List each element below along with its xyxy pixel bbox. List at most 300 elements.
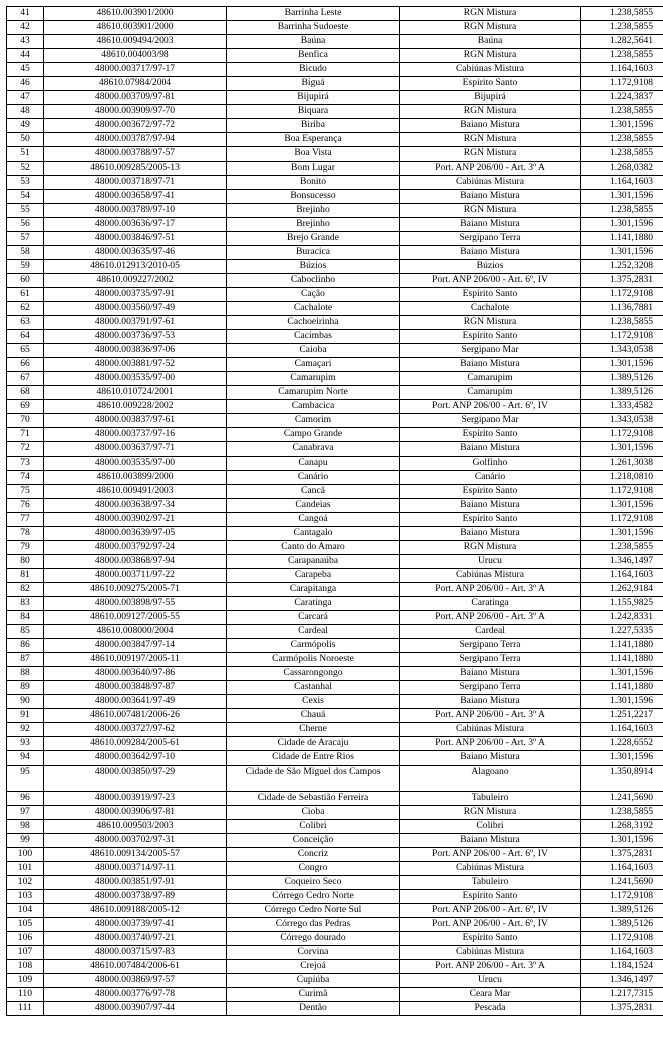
- field-name-cell: Brejo Grande: [227, 231, 400, 245]
- table-row: [7, 946, 663, 960]
- process-number-cell: 48610.007481/2006-26: [44, 709, 227, 723]
- reference-cell: Port. ANP 206/00 - Art. 3º A: [400, 737, 581, 751]
- row-number-cell: 104: [7, 903, 44, 917]
- table-row: [7, 861, 663, 875]
- process-number-cell: 48000.003658/97-41: [44, 189, 227, 203]
- reference-cell: Cabiúnas Mistura: [400, 63, 581, 77]
- table-row: [7, 653, 663, 667]
- row-number-cell: 50: [7, 133, 44, 147]
- process-number-cell: 48000.003836/97-06: [44, 344, 227, 358]
- process-number-cell: 48000.003791/97-61: [44, 316, 227, 330]
- price-cell: 1.301,1596: [581, 667, 663, 681]
- reference-cell: Urucu: [400, 974, 581, 988]
- process-number-cell: 48610.012913/2010-05: [44, 259, 227, 273]
- row-number-cell: 87: [7, 653, 44, 667]
- price-cell: 1.141,1880: [581, 639, 663, 653]
- process-number-cell: 48000.003635/97-46: [44, 245, 227, 259]
- field-name-cell: Castanhal: [227, 681, 400, 695]
- table-row: [7, 203, 663, 217]
- price-cell: 1.268,3192: [581, 819, 663, 833]
- reference-cell: Baiano Mistura: [400, 667, 581, 681]
- table-row: [7, 91, 663, 105]
- process-number-cell: 48610.07984/2004: [44, 77, 227, 91]
- table-row: [7, 498, 663, 512]
- table-row: [7, 596, 663, 610]
- price-cell: 1.164,1603: [581, 63, 663, 77]
- field-name-cell: Córrego das Pedras: [227, 917, 400, 931]
- process-number-cell: 48000.003792/97-24: [44, 540, 227, 554]
- price-cell: 1.172,9108: [581, 330, 663, 344]
- field-name-cell: Canapu: [227, 456, 400, 470]
- reference-cell: Port. ANP 206/00 - Art. 6º, IV: [400, 917, 581, 931]
- row-number-cell: 72: [7, 442, 44, 456]
- row-number-cell: 109: [7, 974, 44, 988]
- reference-cell: Espírito Santo: [400, 287, 581, 301]
- process-number-cell: 48610.007484/2006-61: [44, 960, 227, 974]
- process-number-cell: 48000.003787/97-94: [44, 133, 227, 147]
- process-number-cell: 48000.003847/97-14: [44, 639, 227, 653]
- table-row: [7, 400, 663, 414]
- reference-cell: Port. ANP 206/00 - Art. 6º, IV: [400, 903, 581, 917]
- field-name-cell: Candeias: [227, 498, 400, 512]
- row-number-cell: 89: [7, 681, 44, 695]
- row-number-cell: 60: [7, 273, 44, 287]
- field-name-cell: Congro: [227, 861, 400, 875]
- table-row: [7, 681, 663, 695]
- reference-cell: Cabiúnas Mistura: [400, 175, 581, 189]
- field-name-cell: Barrinha Leste: [227, 7, 400, 21]
- row-number-cell: 108: [7, 960, 44, 974]
- process-number-cell: 48000.003711/97-22: [44, 568, 227, 582]
- price-cell: 1.172,9108: [581, 428, 663, 442]
- price-cell: 1.389,5126: [581, 386, 663, 400]
- price-cell: 1.155,9825: [581, 596, 663, 610]
- process-number-cell: 48000.003788/97-57: [44, 147, 227, 161]
- row-number-cell: 43: [7, 35, 44, 49]
- field-name-cell: Córrego Cedro Norte: [227, 889, 400, 903]
- price-cell: 1.238,5855: [581, 203, 663, 217]
- row-number-cell: 80: [7, 554, 44, 568]
- reference-cell: Tabuleiro: [400, 875, 581, 889]
- field-name-cell: Cherne: [227, 723, 400, 737]
- table-row: [7, 175, 663, 189]
- field-name-cell: Biquara: [227, 105, 400, 119]
- table-row: [7, 77, 663, 91]
- process-number-cell: 48610.009285/2005-13: [44, 161, 227, 175]
- process-number-cell: 48000.003868/97-94: [44, 554, 227, 568]
- table-row: [7, 791, 663, 805]
- row-number-cell: 70: [7, 414, 44, 428]
- table-row: [7, 49, 663, 63]
- row-number-cell: 51: [7, 147, 44, 161]
- process-number-cell: 48610.009188/2005-12: [44, 903, 227, 917]
- process-number-cell: 48000.003638/97-34: [44, 498, 227, 512]
- reference-cell: Pescada: [400, 1002, 581, 1016]
- field-name-cell: Biriba: [227, 119, 400, 133]
- field-name-cell: Cidade de Aracaju: [227, 737, 400, 751]
- price-cell: 1.141,1880: [581, 653, 663, 667]
- reference-cell: Canário: [400, 470, 581, 484]
- row-number-cell: 52: [7, 161, 44, 175]
- price-cell: 1.238,5855: [581, 805, 663, 819]
- row-number-cell: 107: [7, 946, 44, 960]
- reference-cell: Espírito Santo: [400, 889, 581, 903]
- price-cell: 1.301,1596: [581, 119, 663, 133]
- price-cell: 1.389,5126: [581, 917, 663, 931]
- price-cell: 1.164,1603: [581, 861, 663, 875]
- price-cell: 1.172,9108: [581, 77, 663, 91]
- price-cell: 1.301,1596: [581, 245, 663, 259]
- field-name-cell: Canário: [227, 470, 400, 484]
- reference-cell: RGN Mistura: [400, 316, 581, 330]
- process-number-cell: 48610.009275/2005-71: [44, 582, 227, 596]
- price-cell: 1.375,2831: [581, 847, 663, 861]
- field-name-cell: Caratinga: [227, 596, 400, 610]
- row-number-cell: 67: [7, 372, 44, 386]
- reference-cell: Port. ANP 206/00 - Art. 3º A: [400, 611, 581, 625]
- field-name-cell: Cacimbas: [227, 330, 400, 344]
- row-number-cell: 49: [7, 119, 44, 133]
- reference-cell: Cabiúnas Mistura: [400, 568, 581, 582]
- field-name-cell: Boa Vista: [227, 147, 400, 161]
- row-number-cell: 68: [7, 386, 44, 400]
- field-name-cell: Camarupim: [227, 372, 400, 386]
- reference-cell: Baiano Mistura: [400, 695, 581, 709]
- price-cell: 1.238,5855: [581, 147, 663, 161]
- price-cell: 1.238,5855: [581, 21, 663, 35]
- reference-cell: Caratinga: [400, 596, 581, 610]
- row-number-cell: 61: [7, 287, 44, 301]
- row-number-cell: 48: [7, 105, 44, 119]
- process-number-cell: 48000.003837/97-61: [44, 414, 227, 428]
- field-name-cell: Corvina: [227, 946, 400, 960]
- row-number-cell: 79: [7, 540, 44, 554]
- reference-cell: RGN Mistura: [400, 7, 581, 21]
- row-number-cell: 93: [7, 737, 44, 751]
- field-name-cell: Caioba: [227, 344, 400, 358]
- table-row: [7, 988, 663, 1002]
- price-cell: 1.261,3038: [581, 456, 663, 470]
- price-cell: 1.301,1596: [581, 833, 663, 847]
- row-number-cell: 75: [7, 484, 44, 498]
- reference-cell: RGN Mistura: [400, 203, 581, 217]
- reference-cell: Ceara Mar: [400, 988, 581, 1002]
- reference-cell: Cabiúnas Mistura: [400, 946, 581, 960]
- row-number-cell: 54: [7, 189, 44, 203]
- field-name-cell: Córrego Cedro Norte Sul: [227, 903, 400, 917]
- row-number-cell: 88: [7, 667, 44, 681]
- field-name-cell: Camorim: [227, 414, 400, 428]
- process-number-cell: 48000.003919/97-23: [44, 791, 227, 805]
- reference-cell: Baiano Mistura: [400, 217, 581, 231]
- price-cell: 1.375,2831: [581, 273, 663, 287]
- price-cell: 1.164,1603: [581, 175, 663, 189]
- reference-cell: Port. ANP 206/00 - Art. 3º A: [400, 960, 581, 974]
- table-row: [7, 301, 663, 315]
- field-name-cell: Bijupirá: [227, 91, 400, 105]
- field-name-cell: Bonsucesso: [227, 189, 400, 203]
- row-number-cell: 47: [7, 91, 44, 105]
- field-name-cell: Carapeba: [227, 568, 400, 582]
- process-number-cell: 48000.003642/97-10: [44, 751, 227, 765]
- reference-cell: Sergipano Mar: [400, 344, 581, 358]
- price-cell: 1.172,9108: [581, 889, 663, 903]
- process-number-cell: 48000.003672/97-72: [44, 119, 227, 133]
- table-row: [7, 119, 663, 133]
- price-cell: 1.172,9108: [581, 932, 663, 946]
- field-name-cell: Cexis: [227, 695, 400, 709]
- process-number-cell: 48000.003898/97-55: [44, 596, 227, 610]
- field-name-cell: Curimã: [227, 988, 400, 1002]
- process-number-cell: 48000.003727/97-62: [44, 723, 227, 737]
- table-row: [7, 316, 663, 330]
- price-cell: 1.164,1603: [581, 723, 663, 737]
- field-name-cell: Campo Grande: [227, 428, 400, 442]
- table-row: [7, 625, 663, 639]
- price-cell: 1.217,7315: [581, 988, 663, 1002]
- field-name-cell: Crejoá: [227, 960, 400, 974]
- price-cell: 1.262,9184: [581, 582, 663, 596]
- reference-cell: Port. ANP 206/00 - Art. 3º A: [400, 709, 581, 723]
- price-cell: 1.238,5855: [581, 7, 663, 21]
- price-cell: 1.241,5690: [581, 791, 663, 805]
- process-number-cell: 48000.003639/97-05: [44, 526, 227, 540]
- row-number-cell: 45: [7, 63, 44, 77]
- process-number-cell: 48000.003641/97-49: [44, 695, 227, 709]
- table-row: [7, 611, 663, 625]
- field-name-cell: Camaçari: [227, 358, 400, 372]
- field-name-cell: Cação: [227, 287, 400, 301]
- reference-cell: Urucu: [400, 554, 581, 568]
- fields-table: [6, 6, 663, 1016]
- process-number-cell: 48000.003906/97-81: [44, 805, 227, 819]
- table-row: [7, 568, 663, 582]
- price-cell: 1.238,5855: [581, 316, 663, 330]
- row-number-cell: 41: [7, 7, 44, 21]
- process-number-cell: 48610.004003/98: [44, 49, 227, 63]
- table-row: [7, 147, 663, 161]
- process-number-cell: 48610.010724/2001: [44, 386, 227, 400]
- reference-cell: Port. ANP 206/00 - Art. 6º, IV: [400, 400, 581, 414]
- row-number-cell: 96: [7, 791, 44, 805]
- process-number-cell: 48000.003902/97-21: [44, 512, 227, 526]
- field-name-cell: Brejinho: [227, 203, 400, 217]
- field-name-cell: Carapitanga: [227, 582, 400, 596]
- table-row: [7, 63, 663, 77]
- process-number-cell: 48000.003735/97-91: [44, 287, 227, 301]
- table-row: [7, 273, 663, 287]
- table-row: [7, 456, 663, 470]
- price-cell: 1.343,0538: [581, 414, 663, 428]
- process-number-cell: 48610.009127/2005-55: [44, 611, 227, 625]
- field-name-cell: Cambacica: [227, 400, 400, 414]
- process-number-cell: 48000.003702/97-31: [44, 833, 227, 847]
- table-row: [7, 428, 663, 442]
- reference-cell: Espírito Santo: [400, 428, 581, 442]
- process-number-cell: 48000.003909/97-70: [44, 105, 227, 119]
- table-row: [7, 540, 663, 554]
- field-name-cell: Cioba: [227, 805, 400, 819]
- row-number-cell: 97: [7, 805, 44, 819]
- table-row: [7, 695, 663, 709]
- table-row: [7, 133, 663, 147]
- reference-cell: Sergipano Terra: [400, 231, 581, 245]
- process-number-cell: 48000.003718/97-71: [44, 175, 227, 189]
- price-cell: 1.172,9108: [581, 512, 663, 526]
- field-name-cell: Bicudo: [227, 63, 400, 77]
- price-cell: 1.350,8914: [581, 765, 663, 791]
- price-cell: 1.218,0810: [581, 470, 663, 484]
- price-cell: 1.389,5126: [581, 372, 663, 386]
- row-number-cell: 71: [7, 428, 44, 442]
- row-number-cell: 102: [7, 875, 44, 889]
- table-row: [7, 889, 663, 903]
- field-name-cell: Brejinho: [227, 217, 400, 231]
- reference-cell: Port. ANP 206/00 - Art. 6º, IV: [400, 847, 581, 861]
- process-number-cell: 48000.003907/97-44: [44, 1002, 227, 1016]
- reference-cell: Espírito Santo: [400, 330, 581, 344]
- table-row: [7, 847, 663, 861]
- price-cell: 1.301,1596: [581, 498, 663, 512]
- reference-cell: Espírito Santo: [400, 77, 581, 91]
- field-name-cell: Biguá: [227, 77, 400, 91]
- table-row: [7, 161, 663, 175]
- row-number-cell: 99: [7, 833, 44, 847]
- row-number-cell: 69: [7, 400, 44, 414]
- table-row: [7, 414, 663, 428]
- process-number-cell: 48000.003846/97-51: [44, 231, 227, 245]
- field-name-cell: Cancã: [227, 484, 400, 498]
- row-number-cell: 77: [7, 512, 44, 526]
- process-number-cell: 48000.003714/97-11: [44, 861, 227, 875]
- reference-cell: Camarupim: [400, 372, 581, 386]
- price-cell: 1.252,3208: [581, 259, 663, 273]
- field-name-cell: Conceição: [227, 833, 400, 847]
- field-name-cell: Caboclinho: [227, 273, 400, 287]
- reference-cell: Baiano Mistura: [400, 119, 581, 133]
- row-number-cell: 81: [7, 568, 44, 582]
- field-name-cell: Cachalote: [227, 301, 400, 315]
- reference-cell: Espírito Santo: [400, 932, 581, 946]
- row-number-cell: 94: [7, 751, 44, 765]
- table-row: [7, 512, 663, 526]
- process-number-cell: 48000.003717/97-17: [44, 63, 227, 77]
- price-cell: 1.224,3837: [581, 91, 663, 105]
- process-number-cell: 48000.003740/97-21: [44, 932, 227, 946]
- field-name-cell: Coqueiro Seco: [227, 875, 400, 889]
- row-number-cell: 111: [7, 1002, 44, 1016]
- table-row: [7, 1002, 663, 1016]
- price-cell: 1.301,1596: [581, 442, 663, 456]
- field-name-cell: Carmópolis Noroeste: [227, 653, 400, 667]
- table-row: [7, 386, 663, 400]
- process-number-cell: 48610.009197/2005-11: [44, 653, 227, 667]
- price-cell: 1.238,5855: [581, 133, 663, 147]
- field-name-cell: Carapanaúba: [227, 554, 400, 568]
- reference-cell: Port. ANP 206/00 - Art. 3º A: [400, 582, 581, 596]
- row-number-cell: 74: [7, 470, 44, 484]
- table-row: [7, 917, 663, 931]
- field-name-cell: Benfica: [227, 49, 400, 63]
- process-number-cell: 48610.003901/2000: [44, 7, 227, 21]
- row-number-cell: 85: [7, 625, 44, 639]
- process-number-cell: 48000.003850/97-29: [44, 765, 227, 791]
- row-number-cell: 105: [7, 917, 44, 931]
- row-number-cell: 98: [7, 819, 44, 833]
- field-name-cell: Bom Lugar: [227, 161, 400, 175]
- row-number-cell: 53: [7, 175, 44, 189]
- table-row: [7, 217, 663, 231]
- row-number-cell: 103: [7, 889, 44, 903]
- field-name-cell: Canabrava: [227, 442, 400, 456]
- field-name-cell: Cangoá: [227, 512, 400, 526]
- process-number-cell: 48000.003560/97-49: [44, 301, 227, 315]
- price-cell: 1.164,1603: [581, 946, 663, 960]
- table-row: [7, 875, 663, 889]
- row-number-cell: 64: [7, 330, 44, 344]
- price-cell: 1.251,2217: [581, 709, 663, 723]
- field-name-cell: Buracica: [227, 245, 400, 259]
- reference-cell: Baiano Mistura: [400, 833, 581, 847]
- reference-cell: Bijupirá: [400, 91, 581, 105]
- price-cell: 1.343,0538: [581, 344, 663, 358]
- price-cell: 1.172,9108: [581, 484, 663, 498]
- price-cell: 1.301,1596: [581, 189, 663, 203]
- table-row: [7, 330, 663, 344]
- row-number-cell: 83: [7, 596, 44, 610]
- process-number-cell: 48610.003901/2000: [44, 21, 227, 35]
- field-name-cell: Bonito: [227, 175, 400, 189]
- process-number-cell: 48000.003535/97-00: [44, 456, 227, 470]
- row-number-cell: 95: [7, 765, 44, 791]
- process-number-cell: 48610.009284/2005-61: [44, 737, 227, 751]
- process-number-cell: 48000.003789/97-10: [44, 203, 227, 217]
- table-row: [7, 105, 663, 119]
- price-cell: 1.301,1596: [581, 217, 663, 231]
- field-name-cell: Córrego dourado: [227, 932, 400, 946]
- table-row: [7, 932, 663, 946]
- row-number-cell: 86: [7, 639, 44, 653]
- row-number-cell: 106: [7, 932, 44, 946]
- table-row: [7, 484, 663, 498]
- row-number-cell: 100: [7, 847, 44, 861]
- table-row: [7, 358, 663, 372]
- table-row: [7, 960, 663, 974]
- reference-cell: Sergipano Terra: [400, 653, 581, 667]
- price-cell: 1.375,2831: [581, 1002, 663, 1016]
- table-row: [7, 709, 663, 723]
- table-row: [7, 526, 663, 540]
- row-number-cell: 92: [7, 723, 44, 737]
- reference-cell: RGN Mistura: [400, 21, 581, 35]
- row-number-cell: 82: [7, 582, 44, 596]
- row-number-cell: 62: [7, 301, 44, 315]
- field-name-cell: Boa Esperança: [227, 133, 400, 147]
- field-name-cell: Cardeal: [227, 625, 400, 639]
- row-number-cell: 78: [7, 526, 44, 540]
- field-name-cell: Camarupim Norte: [227, 386, 400, 400]
- price-cell: 1.333,4582: [581, 400, 663, 414]
- table-row: [7, 470, 663, 484]
- table-row: [7, 287, 663, 301]
- table-row: [7, 231, 663, 245]
- price-cell: 1.301,1596: [581, 358, 663, 372]
- table-row: [7, 344, 663, 358]
- reference-cell: RGN Mistura: [400, 540, 581, 554]
- reference-cell: Baiano Mistura: [400, 526, 581, 540]
- price-cell: 1.242,8331: [581, 611, 663, 625]
- reference-cell: Golfinho: [400, 456, 581, 470]
